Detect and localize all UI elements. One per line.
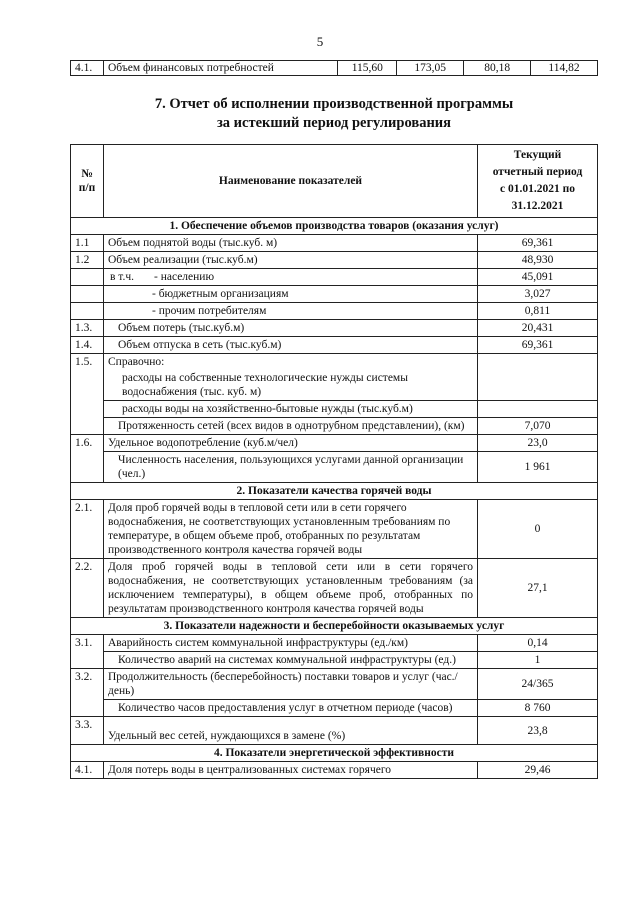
- row-number: 1.4.: [71, 337, 104, 354]
- row-number: 3.1.: [71, 635, 104, 669]
- section-heading: [70, 95, 598, 133]
- row-name: Объем финансовых потребностей: [103, 61, 337, 76]
- row-name: - прочим потребителям: [104, 303, 478, 320]
- row-value: 29,46: [478, 762, 598, 779]
- row-value: 23,0: [478, 435, 598, 452]
- row-value: 1: [478, 652, 598, 669]
- row-number: 3.2.: [71, 669, 104, 717]
- row-number: [71, 269, 104, 286]
- row-number: 2.1.: [71, 500, 104, 559]
- row-number: 3.3.: [71, 717, 104, 745]
- row-value: [478, 401, 598, 418]
- section-title: 2. Показатели качества горячей воды: [71, 483, 598, 500]
- row-value: 8 760: [478, 700, 598, 717]
- row-name: - бюджетным организациям: [104, 286, 478, 303]
- row-name: Доля проб горячей воды в тепловой сети или в сети горячего водоснабжения, не соответствующих установленным требованиям (за исключением температуры), в общем объеме проб, отобранных по результатам производственного контроля качества горячей воды: [104, 559, 478, 618]
- section-title: 3. Показатели надежности и бесперебойности оказываемых услуг: [71, 618, 598, 635]
- header-number: [71, 145, 104, 218]
- row-value: 1 961: [478, 452, 598, 483]
- row-number: 1.3.: [71, 320, 104, 337]
- table-row: [71, 235, 598, 252]
- row-name: Продолжительность (бесперебойность) поставки товаров и услуг (час./день): [104, 669, 478, 700]
- table-row: [71, 252, 598, 269]
- row-value: 20,431: [478, 320, 598, 337]
- row-name: Справочно:: [104, 354, 478, 371]
- row-name: Объем реализации (тыс.куб.м): [104, 252, 478, 269]
- financial-needs-table: [70, 60, 598, 76]
- page-number: 5: [316, 34, 324, 49]
- row-value: [478, 370, 598, 401]
- header-text: №: [81, 168, 93, 180]
- header-text: Текущий: [513, 149, 562, 161]
- table-row: [71, 370, 598, 401]
- table-header-row: [71, 145, 598, 218]
- row-name: Объем потерь (тыс.куб.м): [104, 320, 478, 337]
- row-value: [478, 354, 598, 371]
- table-row: [71, 303, 598, 320]
- row-name: Удельное водопотребление (куб.м/чел): [104, 435, 478, 452]
- row-name: Объем отпуска в сеть (тыс.куб.м): [104, 337, 478, 354]
- table-row: [71, 500, 598, 559]
- row-name: расходы воды на хозяйственно-бытовые нужды (тыс.куб.м): [104, 401, 478, 418]
- row-value: 0,811: [478, 303, 598, 320]
- row-value: 69,361: [478, 337, 598, 354]
- row-value: 69,361: [478, 235, 598, 252]
- row-number: 4.1.: [71, 61, 104, 76]
- header-text: 31.12.2021: [511, 200, 564, 212]
- section-title: 4. Показатели энергетической эффективности: [71, 745, 598, 762]
- header-period: [478, 145, 598, 218]
- row-value: 114,82: [531, 61, 598, 76]
- row-name: Удельный вес сетей, нуждающихся в замене (%): [104, 717, 478, 745]
- table-row: [71, 269, 598, 286]
- row-name: Доля проб горячей воды в тепловой сети или в сети горячего водоснабжения, не соответствующих установленным требованиям по температуре, в общем объеме проб, отобранных по результатам производственного контроля качества горячей воды: [104, 500, 478, 559]
- row-value: 115,60: [338, 61, 397, 76]
- row-name: Объем поднятой воды (тыс.куб. м): [104, 235, 478, 252]
- table-row: [71, 61, 598, 76]
- header-text: отчетный период: [492, 166, 583, 178]
- section-title: 1. Обеспечение объемов производства товаров (оказания услуг): [71, 218, 598, 235]
- table-row: [71, 669, 598, 700]
- production-report-table: [70, 144, 598, 779]
- row-number: 1.6.: [71, 435, 104, 483]
- table-row: [71, 418, 598, 435]
- row-name: Количество часов предоставления услуг в отчетном периоде (часов): [104, 700, 478, 717]
- table-row: [71, 435, 598, 452]
- row-value: 48,930: [478, 252, 598, 269]
- section-row: [71, 618, 598, 635]
- row-value: 173,05: [397, 61, 464, 76]
- row-value: 0: [478, 500, 598, 559]
- row-name: Количество аварий на системах коммунальной инфраструктуры (ед.): [104, 652, 478, 669]
- row-name: Протяженность сетей (всех видов в однотрубном представлении), (км): [104, 418, 478, 435]
- row-number: 4.1.: [71, 762, 104, 779]
- row-number: [71, 303, 104, 320]
- header-name: Наименование показателей: [104, 145, 478, 218]
- table-row: [71, 401, 598, 418]
- row-name: Аварийность систем коммунальной инфраструктуры (ед./км): [104, 635, 478, 652]
- row-value: 45,091: [478, 269, 598, 286]
- row-value: 7,070: [478, 418, 598, 435]
- row-number: 1.5.: [71, 354, 104, 435]
- heading-line: 7. Отчет об исполнении производственной программы: [154, 96, 514, 112]
- row-value: 0,14: [478, 635, 598, 652]
- table-row: [71, 320, 598, 337]
- row-number: 1.1: [71, 235, 104, 252]
- table-row: [71, 286, 598, 303]
- table-row: [71, 354, 598, 371]
- header-text: с 01.01.2021 по: [500, 183, 575, 195]
- row-number: 1.2: [71, 252, 104, 269]
- header-text: п/п: [78, 182, 96, 194]
- row-value: 23,8: [478, 717, 598, 745]
- section-row: [71, 483, 598, 500]
- table-row: [71, 635, 598, 652]
- table-row: [71, 337, 598, 354]
- row-value: 3,027: [478, 286, 598, 303]
- row-value: 27,1: [478, 559, 598, 618]
- table-row: [71, 717, 598, 745]
- row-name: [104, 269, 478, 286]
- row-name: Доля потерь воды в централизованных системах горячего: [104, 762, 478, 779]
- table-row: [71, 452, 598, 483]
- row-name: Численность населения, пользующихся услугами данной организации (чел.): [104, 452, 478, 483]
- table-row: [71, 652, 598, 669]
- section-row: [71, 218, 598, 235]
- row-value: 24/365: [478, 669, 598, 700]
- table-row: [71, 700, 598, 717]
- row-name-text: - населению: [154, 271, 215, 283]
- table-row: [71, 762, 598, 779]
- heading-line: за истекший период регулирования: [216, 115, 452, 131]
- section-row: [71, 745, 598, 762]
- row-number: 2.2.: [71, 559, 104, 618]
- row-prefix: в т.ч.: [110, 271, 134, 283]
- row-number: [71, 286, 104, 303]
- row-name: расходы на собственные технологические нужды системы водоснабжения (тыс. куб. м): [104, 370, 478, 401]
- row-value: 80,18: [464, 61, 531, 76]
- table-row: [71, 559, 598, 618]
